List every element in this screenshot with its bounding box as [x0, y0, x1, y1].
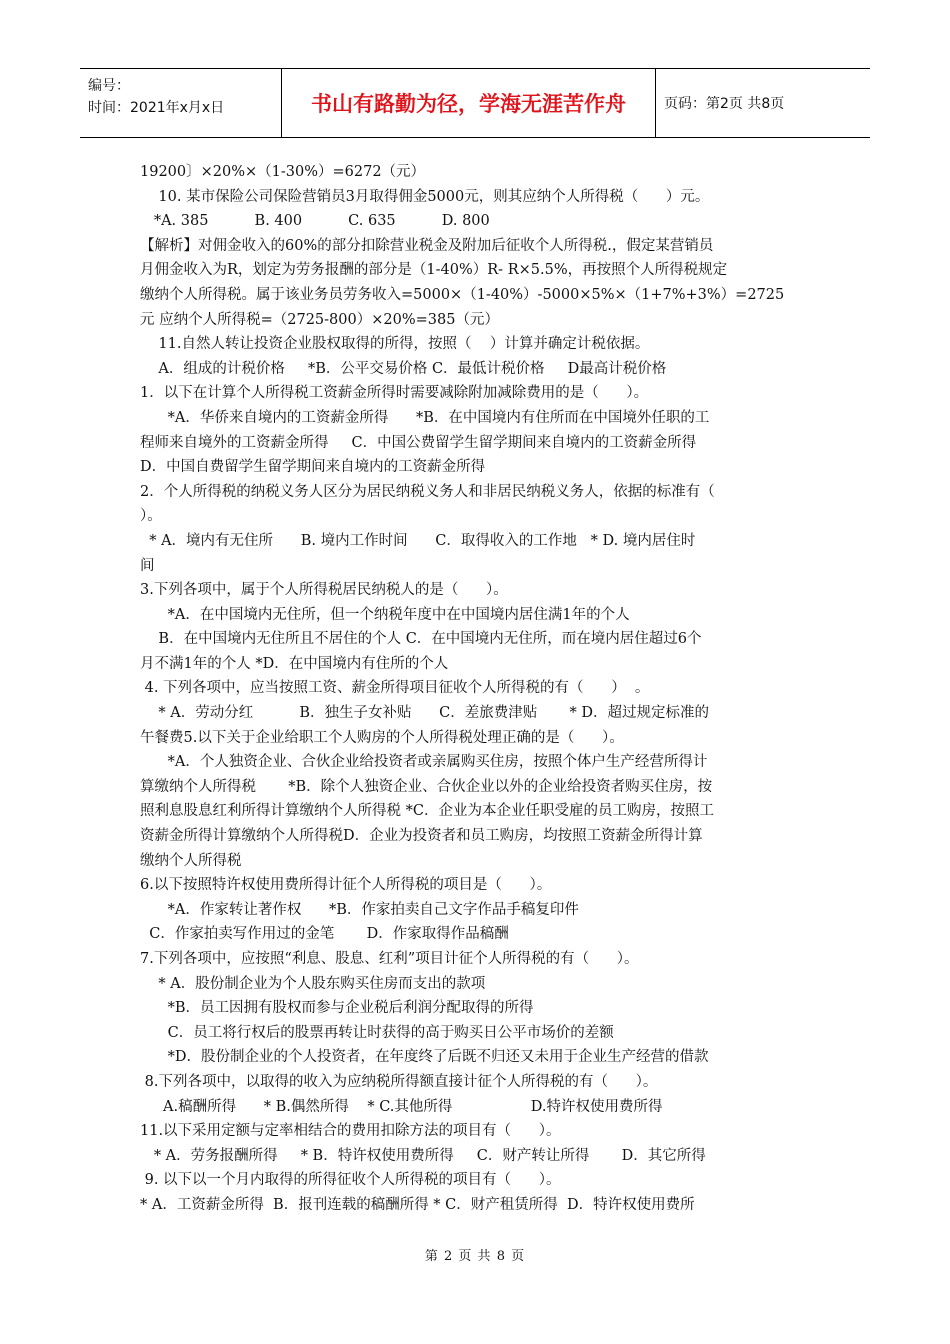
text-line: ）。 [140, 508, 162, 525]
text-line: * A．劳动分红 B．独生子女补贴 C．差旅费津贴 * D．超过规定标准的 [140, 705, 710, 722]
text-line: *D．股份制企业的个人投资者，在年度终了后既不归还又未用于企业生产经营的借款 [140, 1049, 709, 1066]
text-line: D．中国自费留学生留学期间来自境内的工资薪金所得 [140, 459, 486, 476]
date-label: 时间：2021年x月x日 [88, 100, 225, 116]
text-line: 4. 下列各项中，应当按照工资、薪金所得项目征收个人所得税的有（ ） 。 [140, 680, 650, 697]
text-line: 8.下列各项中，以取得的收入为应纳税所得额直接计征个人所得税的有（ ）。 [140, 1073, 658, 1090]
text-line: C．员工将行权后的股票再转让时获得的高于购买日公平市场价的差额 [140, 1024, 614, 1041]
number-label: 编号： [88, 78, 130, 94]
text-line: *A．华侨来自境内的工资薪金所得 *B．在中国境内有住所而在中国境外任职的工 [140, 409, 710, 426]
text-line: * A．劳务报酬所得 * B．特许权使用费所得 C．财产转让所得 D．其它所得 [140, 1147, 706, 1164]
page-label: 页码：第2页 共8页 [664, 96, 785, 112]
text-line: C．作家拍卖写作用过的金笔 D．作家取得作品稿酬 [140, 926, 509, 943]
text-line: 1．以下在计算个人所得税工资薪金所得时需要减除附加减除费用的是（ ）。 [140, 385, 649, 402]
text-line: *B．员工因拥有股权而参与企业税后利润分配取得的所得 [140, 1000, 534, 1017]
text-line: 缴纳个人所得税 [140, 852, 242, 869]
motto: 书山有路勤为径，学海无涯苦作舟 [282, 69, 656, 137]
text-line: 2．个人所得税的纳税义务人区分为居民纳税义务人和非居民纳税义务人，依据的标准有（ [140, 483, 715, 500]
document-body [140, 160, 810, 1218]
page-footer: 第 2 页 共 8 页 [424, 1249, 526, 1264]
text-line: 11.以下采用定额与定率相结合的费用扣除方法的项目有（ ）。 [140, 1123, 561, 1140]
text-line: 7.下列各项中，应按照“利息、股息、红利”项目计征个人所得税的有（ ）。 [140, 951, 639, 967]
text-line: *A．个人独资企业、合伙企业给投资者或亲属购买住房，按照个体户生产经营所得计 [140, 754, 708, 771]
text-line: * A．境内有无住所 B. 境内工作时间 C．取得收入的工作地 * D. 境内居住时 [140, 532, 696, 549]
text-line: A.稿酬所得 * B.偶然所得 * C.其他所得 D.特许权使用费所得 [140, 1098, 663, 1115]
text-line: *A．作家转让著作权 *B．作家拍卖自己文字作品手稿复印件 [140, 901, 579, 918]
text-line: B．在中国境内无住所且不居住的个人 C．在中国境内无住所，而在境内居住超过6个 [140, 631, 702, 648]
text-line: 11.自然人转让投资企业股权取得的所得，按照（ ）计算并确定计税依据。 [140, 336, 650, 353]
text-line: *A．在中国境内无住所，但一个纳税年度中在中国境内居住满1年的个人 [140, 606, 630, 623]
text-line: 照利息股息红利所得计算缴纳个人所得税 *C．企业为本企业任职受雇的员工购房，按照工 [140, 803, 714, 820]
text-line: 月佣金收入为R，划定为劳务报酬的部分是（1-40%）R- R×5.5%，再按照个人所得税规定 [140, 262, 728, 279]
text-line: *A. 385 B. 400 C. 635 D. 800 [140, 213, 490, 230]
text-line: 元 应纳个人所得税=（2725-800）×20%=385（元） [140, 311, 499, 328]
text-line: 3.下列各项中，属于个人所得税居民纳税人的是（ ）。 [140, 582, 508, 599]
text-line: 月不满1年的个人 *D．在中国境内有住所的个人 [140, 655, 449, 672]
text-line: 资薪金所得计算缴纳个人所得税D．企业为投资者和员工购房，均按照工资薪金所得计算 [140, 828, 703, 845]
header-left-cell [80, 69, 282, 137]
text-line: 间 [140, 557, 155, 574]
text-line: 10. 某市保险公司保险营销员3月取得佣金5000元，则其应纳个人所得税（ ）元。 [140, 188, 710, 205]
text-line: 程师来自境外的工资薪金所得 C．中国公费留学生留学期间来自境内的工资薪金所得 [140, 434, 697, 451]
text-line: 缴纳个人所得税。属于该业务员劳务收入=5000×（1-40%）-5000×5%×（1+7%+3%）=2725 [140, 286, 785, 303]
text-line: 19200〕×20%×（1-30%）=6272（元） [140, 164, 426, 180]
text-line: 午餐费5.以下关于企业给职工个人购房的个人所得税处理正确的是（ ）。 [140, 729, 624, 746]
text-line: 9. 以下以一个月内取得的所得征收个人所得税的项目有（ ）。 [140, 1172, 561, 1189]
text-line: A．组成的计税价格 *B．公平交易价格 C．最低计税价格 D最高计税价格 [140, 360, 667, 377]
text-line: * A．股份制企业为个人股东购买住房而支出的款项 [140, 975, 486, 992]
text-line: * A．工资薪金所得 B．报刊连载的稿酬所得 * C．财产租赁所得 D．特许权使用费所 [140, 1196, 695, 1213]
text-line: 算缴纳个人所得税 *B．除个人独资企业、合伙企业以外的企业给投资者购买住房，按 [140, 778, 713, 795]
text-line: 【解析】对佣金收入的60%的部分扣除营业税金及附加后征收个人所得税.，假定某营销员 [140, 237, 714, 254]
page-header [80, 68, 870, 138]
text-line: 6.以下按照特许权使用费所得计征个人所得税的项目是（ ）。 [140, 877, 552, 894]
